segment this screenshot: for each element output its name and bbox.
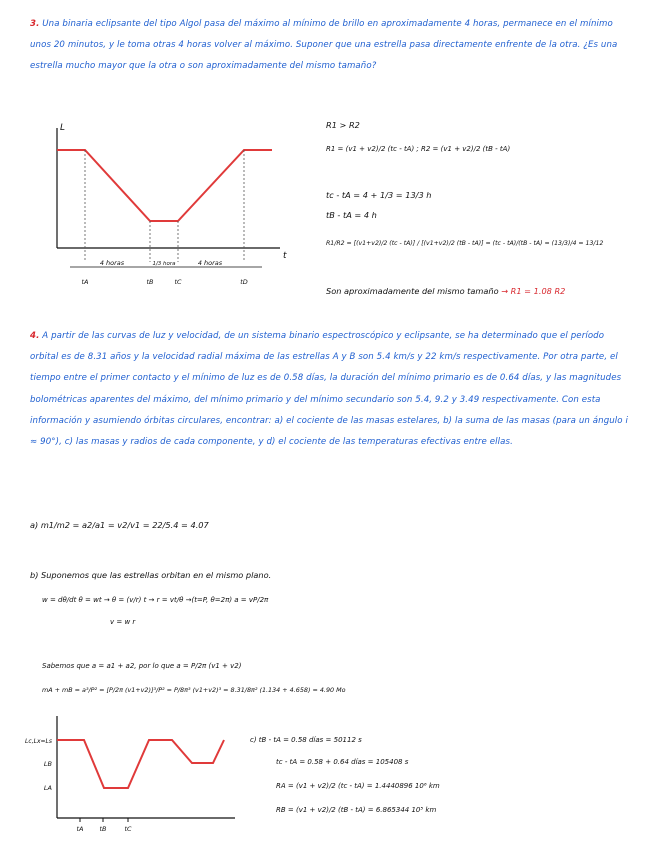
sol4b-line3: Sabemos que a = a1 + a2, por lo que a = P/2π (v1 + v2) <box>42 662 242 670</box>
problem-4-text: A partir de las curvas de luz y velocidad, de un sistema binario espectroscópico y eclipsante, se ha determinado que el período orbital es de 8.31 años y la velocidad radial máxima de las estrellas A y B son 5.4 km/s y 22 km/s respectivamente. Por otra parte, el tiempo entre el primer contacto y el mínimo de luz es de 0.58 días, la duración del mínimo primario es de 0.64 días, y las magnitudes bolométricas aparentes del máximo, del mínimo primario y del mínimo secundario son 5.4, 9.2 y 3.49 respectivamente. Con esta información y asumiendo órbitas circulares, encontrar: a) el cociente de las masas estelares, b) la suma de las masas (para un ángulo i ≈ 90°), c) las masas y radios de cada componente, y d) el cociente de las temperaturas efectivas entre ellas. <box>30 331 628 448</box>
graph1-tick-a: tA <box>81 278 89 286</box>
sol3-conclusion-text: Son aproximadamente del mismo tamaño <box>326 286 499 296</box>
graph2-label-top: Lc,Lx=Ls <box>25 738 52 745</box>
graph1-tick-c: tC <box>174 278 182 286</box>
graph1-span-mid: 1/3 hora <box>152 261 176 267</box>
graph2-label-mid: LB <box>43 760 52 768</box>
graph1-tick-d: tD <box>240 278 248 286</box>
graph1-span-left: 4 horas <box>99 259 125 267</box>
sol4c-line3: RA = (v1 + v2)/2 (tc - tA) = 1.4440896 10⁶ km <box>276 782 440 790</box>
sol3-line3: tc - tA = 4 + 1/3 = 13/3 h <box>326 190 432 200</box>
sol4b-line4: mA + mB = a³/P² = [P/2π (v1+v2)]³/P² = P/8π³ (v1+v2)³ = 8.31/8π² (1.134 + 4.658) = 4.90 Mo <box>42 686 346 694</box>
graph1-x-label: t <box>283 251 287 261</box>
graph1-span-right: 4 horas <box>197 259 223 267</box>
graph2-label-low: LA <box>43 784 52 792</box>
sol4b-line1: w = dθ/dt θ = wt → θ = (v/r) t → r = vt/θ →(t=P, θ=2π) a = vP/2π <box>42 596 269 604</box>
graph2-tick-b: tB <box>99 825 107 833</box>
sol3-line1: R1 > R2 <box>326 120 360 130</box>
sol3-line5: R1/R2 = [(v1+v2)/2 (tc - tA)] / [(v1+v2)/2 (tB - tA)] = (tc - tA)/(tB - tA) = (13/3)/4 = 13/12 <box>326 240 604 247</box>
graph2-tick-a: tA <box>76 825 84 833</box>
sol4b-line2: v = w r <box>110 618 136 626</box>
sol4c-line2: tc - tA = 0.58 + 0.64 días = 105408 s <box>276 758 409 766</box>
sol3-line2: R1 = (v1 + v2)/2 (tc - tA) ; R2 = (v1 + v2)/2 (tB - tA) <box>326 145 511 153</box>
sol4c-line1: c) tB - tA = 0.58 días = 50112 s <box>250 736 362 744</box>
sol3-line4: tB - tA = 4 h <box>326 210 377 220</box>
sol3-conclusion-result: → R1 = 1.08 R2 <box>501 286 566 296</box>
graph2-tick-c: tC <box>124 825 132 833</box>
sol4a-line: a) m1/m2 = a2/a1 = v2/v1 = 22/5.4 = 4.07 <box>30 520 209 530</box>
sol4c-line4: RB = (v1 + v2)/2 (tB - tA) = 6.865344 10⁵ km <box>276 806 437 814</box>
problem-4-number: 4. <box>30 331 40 341</box>
problem-3-number: 3. <box>30 19 40 29</box>
problem-3-text: Una binaria eclipsante del tipo Algol pasa del máximo al mínimo de brillo en aproximadamente 4 horas, permanece en el mínimo unos 20 minutos, y le toma otras 4 horas volver al máximo. Suponer que una estrella pasa directamente enfrente de la otra. ¿Es una estrella mucho mayor que la otra o son aproximadamente del mismo tamaño? <box>30 19 618 72</box>
graph1-y-label: L <box>59 123 65 133</box>
sol4b-intro: b) Suponemos que las estrellas orbitan en el mismo plano. <box>30 570 272 580</box>
graph1-tick-b: tB <box>146 278 154 286</box>
